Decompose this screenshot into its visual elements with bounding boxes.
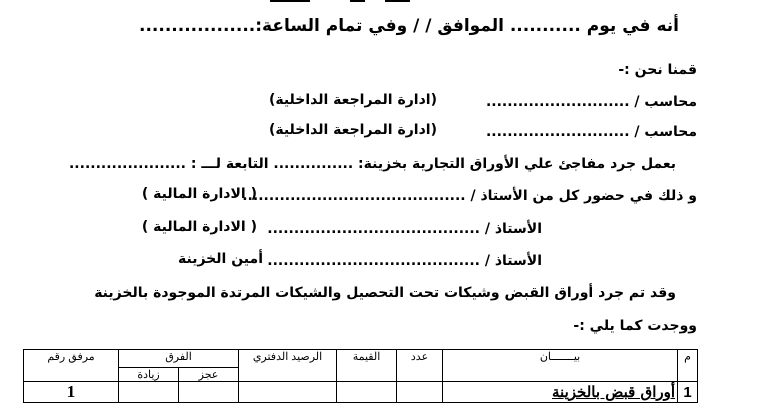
mr-2-field: الأستاذ / ........................................	[267, 253, 542, 269]
mr-1-department: ( الادارة المالية )	[141, 219, 257, 235]
row-count	[397, 382, 443, 403]
subheader-increase: زيادة	[119, 368, 179, 382]
accountant-2-department: (ادارة المراجعة الداخلية)	[268, 122, 437, 138]
treasurer-role: أمين الخزينة	[178, 251, 263, 267]
date-time-line: أنه في يوم ........... الموافق / / وفي تمام الساعة:..................	[139, 16, 679, 36]
row-deficit	[179, 382, 239, 403]
accountant-1-field: محاسب / ...........................	[485, 94, 697, 110]
presence-line: و ذلك في حضور كل من الأستاذ / ..........................................	[242, 188, 697, 204]
row-value	[337, 382, 397, 403]
header-value: القيمة	[337, 350, 397, 382]
statement-line: وقد تم جرد أوراق القبض وشيكات تحت التحصيل والشيكات المرتدة الموجودة بالخزينة	[94, 285, 676, 301]
subheader-deficit: عجز	[179, 368, 239, 382]
header-book-balance: الرصيد الدفتري	[239, 350, 337, 382]
header-count: عدد	[397, 350, 443, 382]
accountant-1-department: (ادارة المراجعة الداخلية)	[268, 92, 437, 108]
header-difference: الفرق	[119, 350, 239, 368]
row-no: 1	[678, 382, 698, 403]
inventory-line: بعمل جرد مفاجئ علي الأوراق التجارية بخزينة: ............... التابعة لـــ : ......................	[68, 156, 676, 172]
header-no: م	[678, 350, 698, 382]
we-label: قمنا نحن :-	[618, 62, 697, 78]
mr-1-field: الأستاذ / ........................................	[267, 221, 542, 237]
row-attachment: 1	[24, 382, 119, 403]
row-book-balance	[239, 382, 337, 403]
table-row	[24, 382, 698, 403]
header-statement: بيـــــــان	[443, 350, 678, 382]
row-statement: أوراق قبض بالخزينة	[443, 382, 678, 403]
found-label: ووجدت كما يلي :-	[573, 318, 697, 334]
presence-department: ( الادارة المالية )	[141, 186, 257, 202]
row-increase	[119, 382, 179, 403]
accountant-2-field: محاسب / ...........................	[485, 124, 697, 140]
inventory-table	[23, 349, 698, 403]
top-cut-marks	[200, 0, 500, 2]
header-attachment: مرفق رقم	[24, 350, 119, 382]
